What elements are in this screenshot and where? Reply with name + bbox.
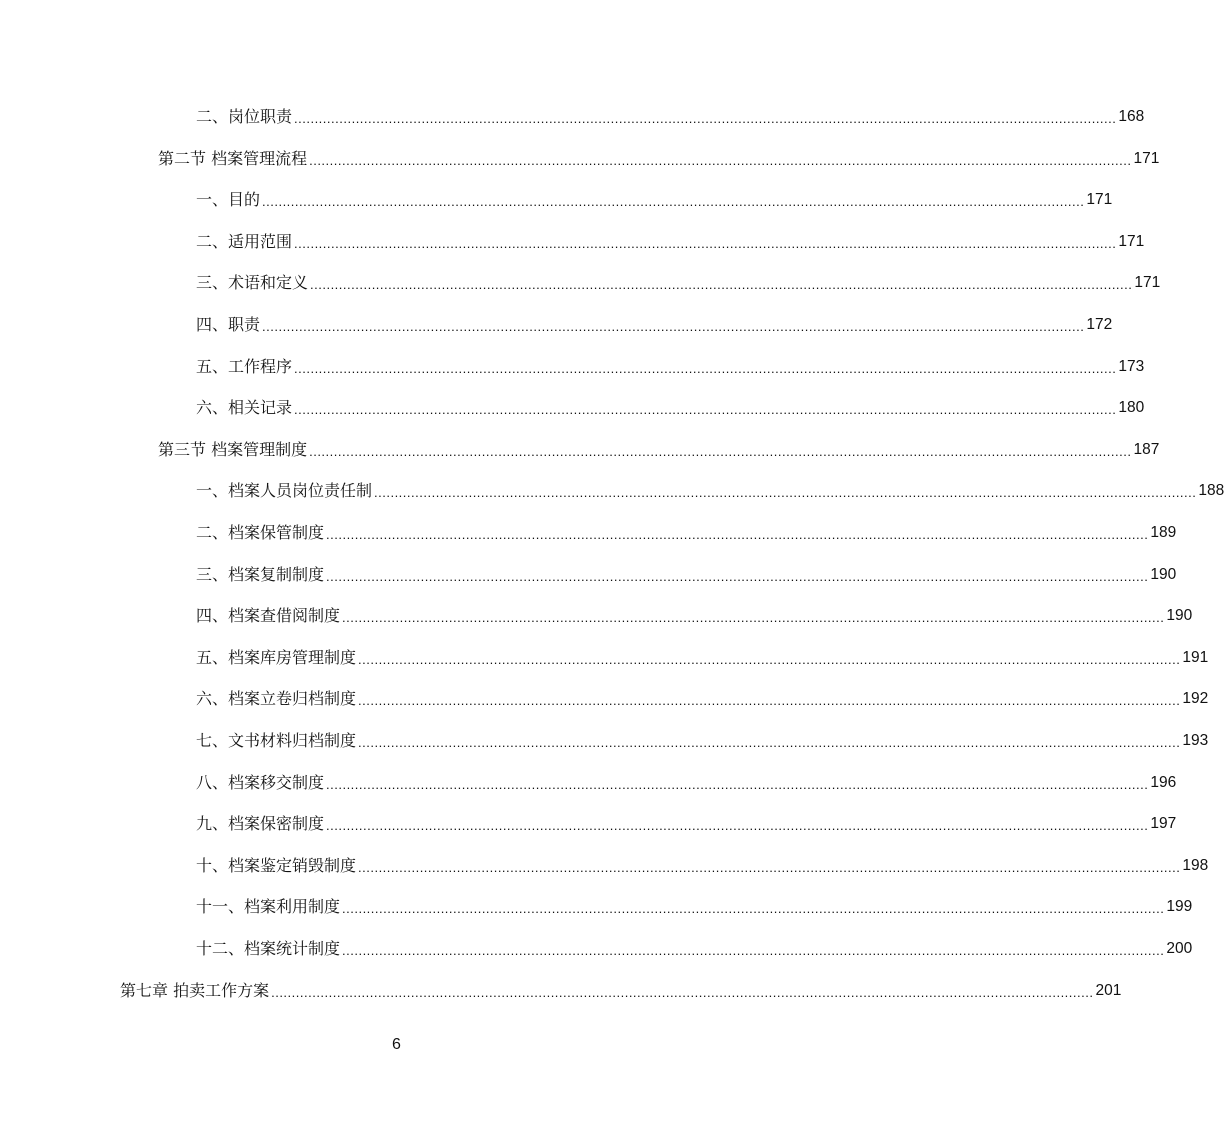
toc-entry[interactable]	[196, 646, 1209, 670]
toc-entry-page: 171	[1086, 191, 1113, 209]
toc-entry-title: 五、档案库房管理制度	[196, 647, 357, 667]
dot-leader: ........................................................................................................................................................................................................	[326, 527, 1149, 542]
toc-entry-page: 200	[1166, 940, 1193, 957]
toc-entry-page: 189	[1150, 524, 1177, 541]
dot-leader: ........................................................................................................................................................................................................	[262, 194, 1085, 210]
toc-entry[interactable]	[196, 604, 1193, 628]
toc-entry[interactable]	[196, 687, 1209, 711]
toc-entry-title: 六、档案立卷归档制度	[196, 689, 357, 709]
toc-entry-title: 第三节 档案管理制度	[158, 439, 308, 459]
page-number: 6	[392, 1036, 401, 1053]
dot-leader: ........................................................................................................................................................................................................	[310, 277, 1133, 293]
toc-entry[interactable]	[196, 230, 1145, 254]
toc-entry[interactable]	[196, 812, 1177, 836]
toc-entry-title: 第七章 拍卖工作方案	[120, 980, 270, 1000]
dot-leader: ........................................................................................................................................................................................................	[326, 776, 1149, 792]
toc-entry[interactable]	[196, 895, 1193, 919]
toc-entry[interactable]	[196, 313, 1113, 337]
toc-entry[interactable]	[196, 563, 1177, 587]
dot-leader: ........................................................................................................................................................................................................	[358, 735, 1181, 750]
toc-entry-title: 一、档案人员岗位责任制	[196, 481, 373, 501]
toc-entry-page: 171	[1118, 232, 1145, 250]
toc-entry-title: 五、工作程序	[196, 356, 293, 376]
dot-leader: ........................................................................................................................................................................................................	[294, 111, 1117, 126]
toc-entry-title: 十一、档案利用制度	[196, 897, 341, 917]
toc-entry-page: 192	[1182, 690, 1209, 708]
toc-entry-page: 198	[1182, 856, 1209, 874]
dot-leader: ........................................................................................................................................................................................................	[342, 901, 1165, 917]
toc-entry[interactable]	[120, 979, 1122, 1003]
dot-leader: ........................................................................................................................................................................................................	[294, 235, 1117, 251]
dot-leader: ........................................................................................................................................................................................................	[358, 693, 1181, 709]
toc-entry-title: 三、术语和定义	[196, 273, 309, 293]
dot-leader: ........................................................................................................................................................................................................	[262, 319, 1085, 334]
toc-entry[interactable]	[196, 271, 1161, 295]
toc-entry-page: 172	[1086, 316, 1113, 333]
toc-entry-title: 四、职责	[196, 315, 261, 334]
dot-leader: ........................................................................................................................................................................................................	[309, 152, 1132, 168]
toc-entry-title: 六、相关记录	[196, 398, 293, 418]
toc-entry[interactable]	[196, 521, 1177, 545]
toc-entry-title: 一、目的	[196, 190, 261, 210]
toc-entry-title: 十、档案鉴定销毁制度	[196, 855, 357, 875]
toc-entry-title: 三、档案复制制度	[196, 564, 325, 584]
toc-entry-page: 171	[1133, 149, 1160, 167]
toc-entry-page: 197	[1150, 815, 1177, 833]
toc-entry[interactable]	[196, 937, 1193, 961]
toc-entry-title: 十二、档案统计制度	[196, 939, 341, 958]
dot-leader: ........................................................................................................................................................................................................	[271, 984, 1094, 1000]
dot-leader: ........................................................................................................................................................................................................	[342, 610, 1165, 626]
toc-entry-title: 二、岗位职责	[196, 107, 293, 126]
toc-entry-page: 173	[1118, 357, 1145, 375]
toc-entry-title: 二、档案保管制度	[196, 523, 325, 542]
toc-entry-page: 191	[1182, 648, 1209, 666]
dot-leader: ........................................................................................................................................................................................................	[374, 485, 1197, 501]
toc-entry[interactable]	[158, 438, 1160, 462]
toc-entry-page: 201	[1095, 981, 1122, 999]
dot-leader: ........................................................................................................................................................................................................	[294, 402, 1117, 418]
toc-entry[interactable]	[196, 355, 1145, 379]
dot-leader: ........................................................................................................................................................................................................	[358, 859, 1181, 875]
dot-leader: ........................................................................................................................................................................................................	[358, 651, 1181, 667]
toc-entry-page: 187	[1133, 440, 1160, 458]
toc-entry-title: 八、档案移交制度	[196, 772, 325, 792]
toc-entry[interactable]	[196, 188, 1113, 212]
toc-entry-page: 199	[1166, 898, 1193, 916]
toc-entry[interactable]	[158, 147, 1160, 171]
toc-entry-title: 九、档案保密制度	[196, 814, 325, 834]
toc-entry-title: 二、适用范围	[196, 231, 293, 251]
toc-entry[interactable]	[196, 479, 1224, 503]
toc-entry-page: 190	[1150, 565, 1177, 583]
dot-leader: ........................................................................................................................................................................................................	[342, 943, 1165, 958]
toc-entry-page: 180	[1118, 399, 1145, 417]
toc-entry[interactable]	[196, 105, 1145, 129]
toc-entry[interactable]	[196, 729, 1209, 753]
toc-entry-title: 第二节 档案管理流程	[158, 148, 308, 168]
toc-entry-page: 188	[1198, 482, 1224, 500]
toc-entry-page: 196	[1150, 773, 1177, 791]
toc-entry-title: 七、文书材料归档制度	[196, 731, 357, 750]
toc-entry[interactable]	[196, 396, 1145, 420]
dot-leader: ........................................................................................................................................................................................................	[326, 568, 1149, 584]
toc-entry[interactable]	[196, 854, 1209, 878]
toc-entry-page: 190	[1166, 607, 1193, 625]
toc-entry-page: 168	[1118, 108, 1145, 125]
dot-leader: ........................................................................................................................................................................................................	[326, 818, 1149, 834]
dot-leader: ........................................................................................................................................................................................................	[294, 360, 1117, 376]
toc-entry-page: 193	[1182, 732, 1209, 749]
toc-entry[interactable]	[196, 771, 1177, 795]
toc-entry-title: 四、档案查借阅制度	[196, 606, 341, 626]
toc-entry-page: 171	[1134, 274, 1161, 292]
dot-leader: ........................................................................................................................................................................................................	[309, 443, 1132, 459]
